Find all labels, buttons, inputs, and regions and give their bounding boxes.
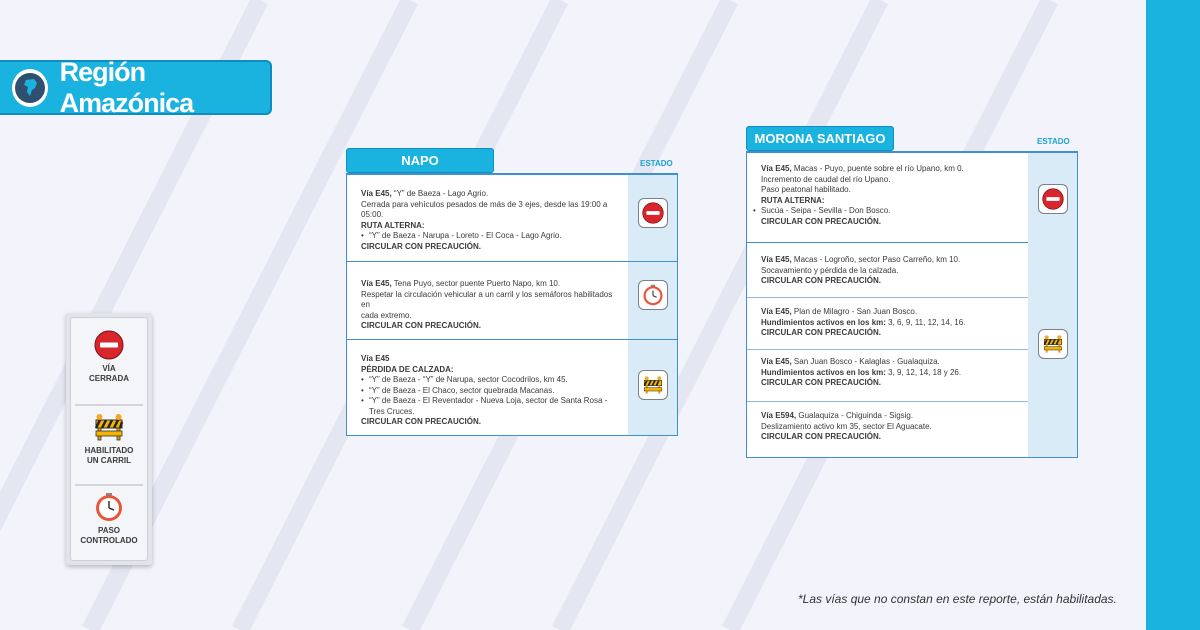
caution: CIRCULAR CON PRECAUCIÓN. — [761, 328, 881, 337]
via-label: Vía E45, — [761, 307, 792, 316]
napo-panel — [346, 173, 678, 436]
legend-item-closed — [75, 324, 143, 404]
route: Macas - Logroño, sector Paso Carreño, km 10. — [791, 255, 961, 264]
km-list: 3, 6, 9, 11, 12, 14, 16. — [885, 317, 966, 327]
legend-item-controlled — [75, 484, 143, 564]
sinking-label: Hundimientos activos en los km: — [761, 367, 886, 377]
detail: Deslizamiento activo km 35, sector El Aguacate. — [761, 421, 932, 431]
route: Plan de Milagro - San Juan Bosco. — [791, 307, 918, 316]
via-label: Vía E45, — [761, 357, 792, 366]
legend-panel — [66, 313, 152, 565]
caution: CIRCULAR CON PRECAUCIÓN. — [361, 417, 481, 426]
caution: CIRCULAR CON PRECAUCIÓN. — [761, 432, 881, 441]
via-label: Vía E45, — [361, 189, 392, 198]
morona-row — [747, 152, 1077, 242]
bullet: • “Y” de Baeza - El Chaco, sector quebrada Macanas. — [361, 386, 617, 397]
via-label: Vía E45, — [361, 279, 392, 288]
morona-row — [747, 349, 1028, 401]
bullet: • “Y” de Baeza - “Y” de Narupa, sector Cocodrilos, km 45. — [361, 375, 617, 386]
caution: CIRCULAR CON PRECAUCIÓN. — [761, 276, 881, 285]
ecuador-map-icon — [12, 69, 48, 107]
via-label: Vía E45 — [361, 354, 390, 363]
route: San Juan Bosco - Kalaglas - Gualaquiza. — [791, 357, 940, 366]
caution: CIRCULAR CON PRECAUCIÓN. — [761, 216, 881, 226]
status-one-lane — [1038, 329, 1068, 359]
route: Tena Puyo, sector puente Puerto Napo, km 10. — [391, 279, 561, 288]
sinking-label: Hundimientos activos en los km: — [761, 317, 886, 327]
detail: Cerrada para vehículos pesados de más de 3 ejes, desde las 19:00 a 05:00. — [361, 199, 608, 219]
legend-label-line1: VÍA — [102, 364, 116, 373]
morona-row — [747, 242, 1028, 297]
morona-title: MORONA SANTIAGO — [754, 131, 886, 146]
detail: Incremento de caudal del río Upano. — [761, 174, 891, 184]
status-closed — [1038, 184, 1068, 214]
legend-label-line2: CONTROLADO — [80, 536, 138, 545]
footer-note: *Las vías que no constan en este reporte, están habilitadas. — [798, 592, 1117, 606]
roadblock-icon — [642, 375, 664, 395]
km-list: 3, 9, 12, 14, 18 y 26. — [885, 367, 962, 377]
detail: Respetar la circulación vehicular a un carril y los semáforos habilitados en — [361, 289, 613, 309]
detail: cada extremo. — [361, 310, 412, 320]
napo-title: NAPO — [401, 153, 439, 168]
route: Macas - Puyo, puente sobre el río Upano, km 0. — [791, 164, 964, 173]
status-controlled — [638, 280, 668, 310]
morona-row — [747, 401, 1028, 456]
morona-tab — [746, 126, 894, 151]
via-label: Vía E45, — [761, 164, 792, 173]
region-header — [0, 56, 272, 118]
stopwatch-icon — [642, 284, 664, 306]
caution: CIRCULAR CON PRECAUCIÓN. — [761, 378, 881, 387]
napo-row — [347, 174, 677, 261]
napo-estado-label: ESTADO — [640, 159, 673, 168]
legend-label-line2: CERRADA — [89, 374, 129, 383]
no-entry-icon — [94, 330, 124, 360]
status-closed — [638, 198, 668, 228]
caution: CIRCULAR CON PRECAUCIÓN. — [361, 241, 481, 251]
bullet: • “Y” de Baeza - El Reventador - Nueva Loja, sector de Santa Rosa - Tres Cruces. — [361, 396, 617, 417]
legend-label-line1: HABILITADO — [84, 446, 134, 455]
alt-route-label: RUTA ALTERNA: — [361, 220, 425, 230]
route: “Y” de Baeza - Lago Agrio. — [391, 189, 489, 198]
status-one-lane — [638, 370, 668, 400]
roadblock-icon — [1042, 334, 1064, 354]
via-label: Vía E594, — [761, 411, 797, 420]
caution: CIRCULAR CON PRECAUCIÓN. — [361, 321, 481, 330]
morona-estado-label: ESTADO — [1037, 137, 1070, 146]
legend-label-line1: PASO — [97, 526, 121, 535]
via-label: Vía E45, — [761, 255, 792, 264]
bullet: • Sucúa - Seipa - Sevilla - Don Bosco. — [753, 206, 1017, 217]
route: Gualaquiza - Chiguinda - Sigsig. — [796, 411, 914, 420]
napo-tab — [346, 148, 494, 173]
stopwatch-icon — [94, 492, 124, 522]
no-entry-icon — [1042, 188, 1064, 210]
detail: PÉRDIDA DE CALZADA: — [361, 364, 454, 374]
bullet: • “Y” de Baeza - Narupa - Loreto - El Coca - Lago Agrio. — [361, 231, 617, 242]
detail: Socavamiento y pérdida de la calzada. — [761, 265, 899, 275]
morona-panel — [746, 151, 1078, 458]
detail: Paso peatonal habilitado. — [761, 185, 851, 194]
legend-item-one-lane — [75, 404, 143, 484]
alt-route-label: RUTA ALTERNA: — [761, 195, 825, 205]
side-accent-bar — [1146, 0, 1200, 630]
morona-row — [747, 297, 1028, 349]
no-entry-icon — [642, 202, 664, 224]
legend-label-line2: UN CARRIL — [86, 456, 131, 465]
roadblock-icon — [93, 412, 125, 442]
napo-row — [347, 261, 677, 339]
napo-row — [347, 339, 677, 435]
region-title: Región Amazónica — [59, 56, 194, 118]
